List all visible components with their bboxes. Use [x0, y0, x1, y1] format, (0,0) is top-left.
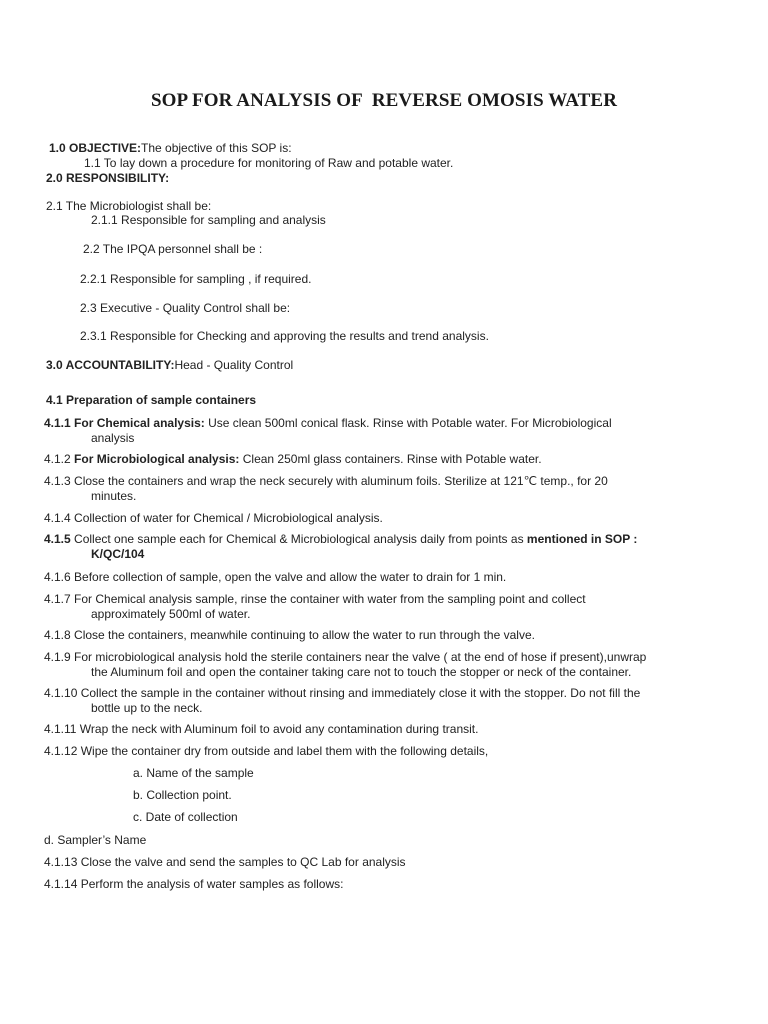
objective-sub-text: To lay down a procedure for monitoring of Raw and potable water.: [100, 156, 454, 170]
item-4-1-5-sop-code: K/QC/104: [91, 547, 145, 561]
item-4-1-2-text: Clean 250ml glass containers. Rinse with Potable water.: [239, 452, 542, 466]
item-4-1-5-number: 4.1.5: [44, 532, 71, 546]
item-4-1-14: 4.1.14 Perform the analysis of water samples as follows:: [44, 877, 344, 891]
item-4-1-9: [44, 650, 677, 680]
item-4-1-2: [44, 452, 542, 467]
responsibility-2-3: 2.3 Executive - Quality Control shall be:: [80, 301, 291, 315]
item-4-1-7: [44, 592, 677, 622]
item-4-1-5-sop-ref: mentioned in SOP :: [526, 532, 638, 546]
item-4-1-5: [44, 532, 677, 562]
item-4-1-13: 4.1.13 Close the valve and send the samples to QC Lab for analysis: [44, 855, 406, 869]
responsibility-2-1-1: 2.1.1 Responsible for sampling and analysis: [91, 213, 326, 227]
objective-text: The objective of this SOP is:: [141, 141, 292, 155]
item-4-1-4: 4.1.4 Collection of water for Chemical / Microbiological analysis.: [44, 511, 383, 525]
item-4-1-12: 4.1.12 Wipe the container dry from outside and label them with the following details,: [44, 744, 489, 758]
item-4-1-7-cont: approximately 500ml of water.: [91, 607, 251, 621]
label-detail-d: d. Sampler’s Name: [44, 833, 147, 847]
item-4-1-8: 4.1.8 Close the containers, meanwhile continuing to allow the water to run through the valve.: [44, 628, 535, 642]
item-4-1-9-text: 4.1.9 For microbiological analysis hold the sterile containers near the valve ( at the end of hose if present),unwrap: [44, 650, 647, 664]
item-4-1-2-label: For Microbiological analysis:: [70, 452, 240, 466]
item-4-1-1-cont: analysis: [91, 431, 135, 445]
responsibility-2-1: 2.1 The Microbiologist shall be:: [46, 199, 212, 213]
accountability-text: Head - Quality Control: [174, 358, 294, 372]
item-4-1-3-text: 4.1.3 Close the containers and wrap the neck securely with aluminum foils. Sterilize at 121℃ temp., for 20: [44, 474, 608, 488]
document-title: SOP FOR ANALYSIS OF REVERSE OMOSIS WATER: [150, 90, 618, 111]
objective-sub-number: 1.1: [84, 156, 101, 170]
item-4-1-3-cont: minutes.: [91, 489, 137, 503]
responsibility-2-2: 2.2 The IPQA personnel shall be :: [83, 242, 263, 256]
item-4-1-3: [44, 474, 677, 504]
responsibility-2-3-1: 2.3.1 Responsible for Checking and approving the results and trend analysis.: [80, 329, 489, 343]
accountability-line: [46, 358, 293, 373]
item-4-1-9-cont: the Aluminum foil and open the container taking care not to touch the stopper or neck of the container.: [91, 665, 632, 679]
item-4-1-10: [44, 686, 677, 716]
label-detail-b: b. Collection point.: [133, 788, 232, 802]
objective-heading: 1.0 OBJECTIVE:: [49, 141, 142, 155]
item-4-1-6: 4.1.6 Before collection of sample, open the valve and allow the water to drain for 1 min.: [44, 570, 507, 584]
item-4-1-10-cont: bottle up to the neck.: [91, 701, 203, 715]
item-4-1-2-number: 4.1.2: [44, 452, 71, 466]
item-4-1-11: 4.1.11 Wrap the neck with Aluminum foil to avoid any contamination during transit.: [44, 722, 479, 736]
item-4-1-1-number: 4.1.1: [44, 416, 71, 430]
objective-line: [49, 141, 292, 156]
label-detail-c: c. Date of collection: [133, 810, 238, 824]
item-4-1-10-text: 4.1.10 Collect the sample in the container without rinsing and immediately close it with the stopper. Do not fill the: [44, 686, 641, 700]
item-4-1-1: [44, 416, 677, 446]
item-4-1-1-text: Use clean 500ml conical flask. Rinse with Potable water. For Microbiological: [204, 416, 612, 430]
item-4-1-5-text: Collect one sample each for Chemical & Microbiological analysis daily from points as: [70, 532, 527, 546]
item-4-1-7-text: 4.1.7 For Chemical analysis sample, rinse the container with water from the sampling point and collect: [44, 592, 586, 606]
responsibility-heading: 2.0 RESPONSIBILITY:: [46, 171, 170, 185]
accountability-heading: 3.0 ACCOUNTABILITY:: [46, 358, 175, 372]
item-4-1-1-label: For Chemical analysis:: [70, 416, 205, 430]
responsibility-2-2-1: 2.2.1 Responsible for sampling , if required.: [80, 272, 312, 286]
objective-sub-line: [84, 156, 453, 171]
label-detail-a: a. Name of the sample: [133, 766, 254, 780]
section-4-1-heading: 4.1 Preparation of sample containers: [46, 393, 257, 407]
